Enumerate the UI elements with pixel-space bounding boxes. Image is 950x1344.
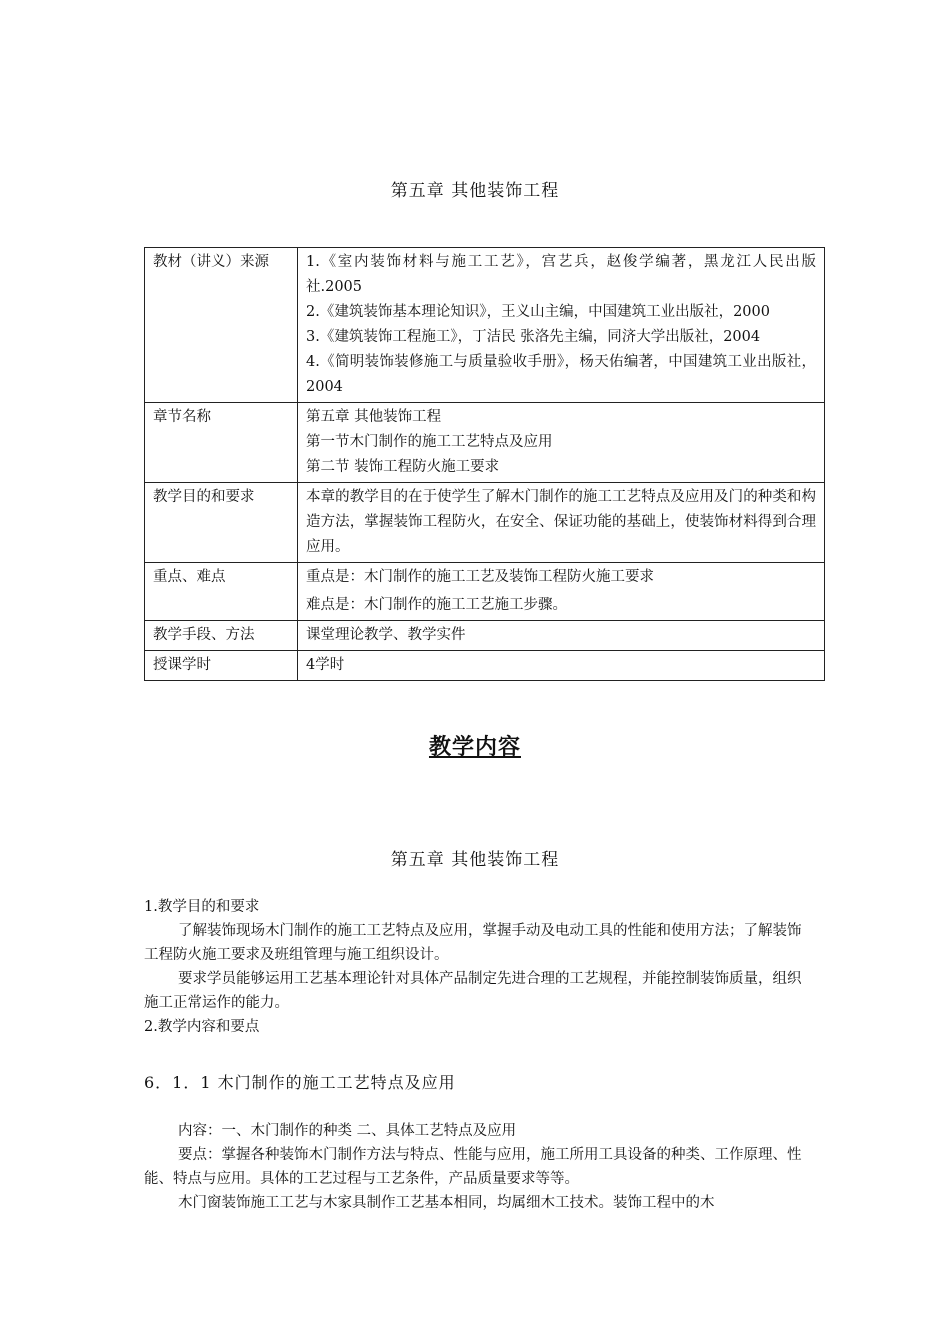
section-title: 6．1．1 木门制作的施工工艺特点及应用 — [144, 1073, 456, 1092]
content-paragraph: 内容：一、木门制作的种类 二、具体工艺特点及应用 — [178, 1123, 517, 1139]
reference-4: 4.《简明装饰装修施工与质量验收手册》，杨天佑编著，中国建筑工业出版社，2004 — [306, 354, 816, 395]
reference-2: 2.《建筑装饰基本理论知识》，王义山主编，中国建筑工业出版社，2000 — [306, 304, 770, 320]
row-value-methods — [298, 621, 825, 651]
section-heading-objectives: 1.教学目的和要求 — [144, 899, 260, 915]
wood-door-paragraph: 木门窗装饰施工工艺与木家具制作工艺基本相同，均属细木工技术。装饰工程中的木 — [178, 1195, 715, 1211]
table-row — [145, 248, 825, 403]
section-heading-content: 2.教学内容和要点 — [144, 1019, 260, 1035]
row-value-objectives — [298, 483, 825, 563]
points-paragraph: 要点：掌握各种装饰木门制作方法与特点、性能与应用，施工所用工具设备的种类、工作原理、性能、特点与应用。具体的工艺过程与工艺条件，产品质量要求等等。 — [144, 1147, 802, 1187]
row-label-hours: 授课学时 — [145, 651, 298, 681]
table-row — [145, 651, 825, 681]
row-value-chapter — [298, 403, 825, 483]
chapter-line: 第五章 其他装饰工程 — [306, 409, 442, 425]
table-row — [145, 483, 825, 563]
difficulty-line: 难点是：木门制作的施工工艺施工步骤。 — [306, 597, 567, 613]
objectives-paragraph-2: 要求学员能够运用工艺基本理论针对具体产品制定先进合理的工艺规程，并能控制装饰质量，组织施工正常运作的能力。 — [144, 971, 802, 1011]
row-label-key-points: 重点、难点 — [145, 563, 298, 621]
row-value-source — [298, 248, 825, 403]
section-2-line: 第二节 装饰工程防火施工要求 — [306, 459, 500, 475]
hours-text: 4学时 — [306, 657, 345, 673]
methods-text: 课堂理论教学、教学实件 — [306, 627, 466, 643]
section-body — [144, 1119, 809, 1215]
row-label-objectives: 教学目的和要求 — [145, 483, 298, 563]
table-row — [145, 403, 825, 483]
section-1-line: 第一节木门制作的施工工艺特点及应用 — [306, 434, 553, 450]
key-point-line: 重点是：木门制作的施工工艺及装饰工程防火施工要求 — [306, 569, 654, 585]
row-label-source: 教材（讲义）来源 — [145, 248, 298, 403]
objectives-text: 本章的教学目的在于使学生了解木门制作的施工工艺特点及应用及门的种类和构造方法，掌握装饰工程防火，在安全、保证功能的基础上，使装饰材料得到合理应用。 — [306, 489, 816, 555]
course-info-table — [144, 247, 825, 681]
objectives-paragraph-1: 了解装饰现场木门制作的施工工艺特点及应用，掌握手动及电动工具的性能和使用方法；了解装饰工程防火施工要求及班组管理与施工组织设计。 — [144, 923, 802, 963]
objectives-section — [144, 895, 809, 1039]
document-title: 第五章 其他装饰工程 — [390, 181, 560, 201]
reference-1: 1.《室内装饰材料与施工工艺》，宫艺兵，赵俊学编著，黑龙江人民出版社.2005 — [306, 254, 816, 295]
row-label-chapter: 章节名称 — [145, 403, 298, 483]
row-value-hours — [298, 651, 825, 681]
table-row — [145, 563, 825, 621]
reference-3: 3.《建筑装饰工程施工》，丁洁民 张洛先主编，同济大学出版社，2004 — [306, 329, 761, 345]
row-label-methods: 教学手段、方法 — [145, 621, 298, 651]
table-row — [145, 621, 825, 651]
content-heading: 教学内容 — [428, 734, 521, 760]
row-value-key-points — [298, 563, 825, 621]
chapter-title: 第五章 其他装饰工程 — [390, 850, 560, 870]
